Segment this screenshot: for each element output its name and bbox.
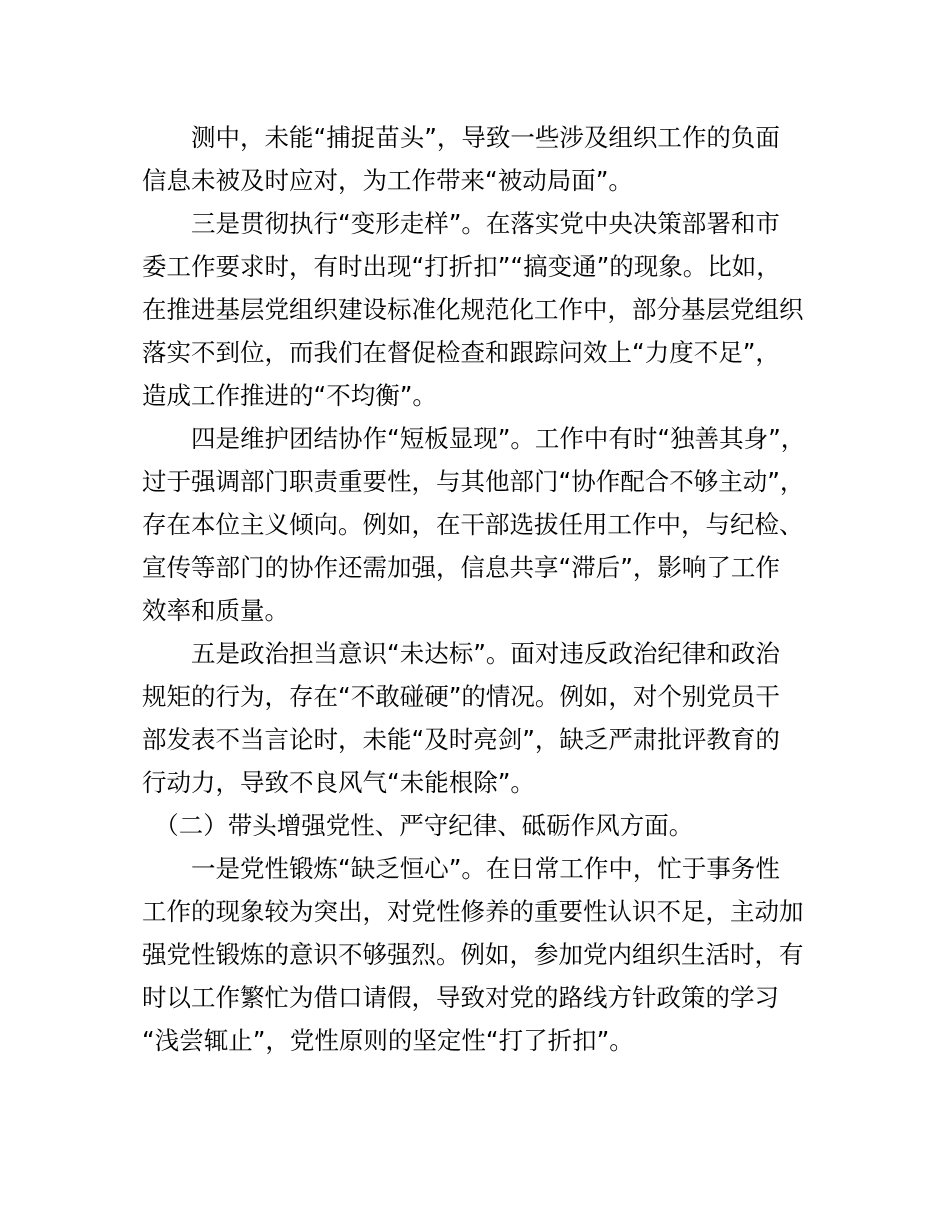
text-line: 委工作要求时，有时出现“打折扣”“搞变通”的现象。比如， bbox=[142, 252, 781, 281]
document-body bbox=[142, 116, 832, 1062]
text-line: 存在本位主义倾向。例如，在干部选拔任用工作中，与纪检、 bbox=[142, 510, 804, 539]
text-line: 一是党性锻炼“缺乏恒心”。在日常工作中，忙于事务性 bbox=[142, 854, 780, 883]
text-line: 五是政治担当意识“未达标”。面对违反政治纪律和政治 bbox=[142, 639, 780, 668]
text-line: 三是贯彻执行“变形走样”。在落实党中央决策部署和市 bbox=[142, 209, 780, 238]
paragraph-five bbox=[142, 632, 832, 804]
paragraph-three bbox=[142, 202, 832, 417]
text-line: 测中，未能“捕捉苗头”，导致一些涉及组织工作的负面 bbox=[142, 123, 780, 152]
text-line: 规矩的行为，存在“不敢碰硬”的情况。例如，对个别党员干 bbox=[142, 682, 780, 711]
text-line: 信息未被及时应对，为工作带来“被动局面”。 bbox=[142, 166, 633, 195]
text-line: 效率和质量。 bbox=[142, 596, 289, 625]
paragraph-one bbox=[142, 847, 832, 1062]
section-heading-two bbox=[142, 804, 832, 847]
text-line: 部发表不当言论时，未能“及时亮剑”，缺乏严肃批评教育的 bbox=[142, 725, 780, 754]
text-line: 工作的现象较为突出，对党性修养的重要性认识不足，主动加 bbox=[142, 897, 804, 926]
text-line: 造成工作推进的“不均衡”。 bbox=[142, 381, 437, 410]
text-line: 宣传等部门的协作还需加强，信息共享“滞后”，影响了工作 bbox=[142, 553, 780, 582]
text-line: 强党性锻炼的意识不够强烈。例如，参加党内组织生活时，有 bbox=[142, 940, 804, 969]
paragraph-continued bbox=[142, 116, 832, 202]
text-line: 行动力，导致不良风气“未能根除”。 bbox=[142, 768, 535, 797]
paragraph-four bbox=[142, 417, 832, 632]
text-line: 在推进基层党组织建设标准化规范化工作中，部分基层党组织 bbox=[142, 295, 804, 324]
text-line: “浅尝辄止”，党性原则的坚定性“打了折扣”。 bbox=[142, 1026, 634, 1055]
text-line: 四是维护团结协作“短板显现”。工作中有时“独善其身”， bbox=[142, 424, 806, 453]
text-line: 落实不到位，而我们在督促检查和跟踪问效上“力度不足”， bbox=[142, 338, 780, 367]
text-line: 过于强调部门职责重要性，与其他部门“协作配合不够主动”， bbox=[142, 467, 805, 496]
text-line: 时以工作繁忙为借口请假，导致对党的路线方针政策的学习 bbox=[142, 983, 779, 1012]
text-line: （二）带头增强党性、严守纪律、砥砺作风方面。 bbox=[142, 811, 694, 840]
